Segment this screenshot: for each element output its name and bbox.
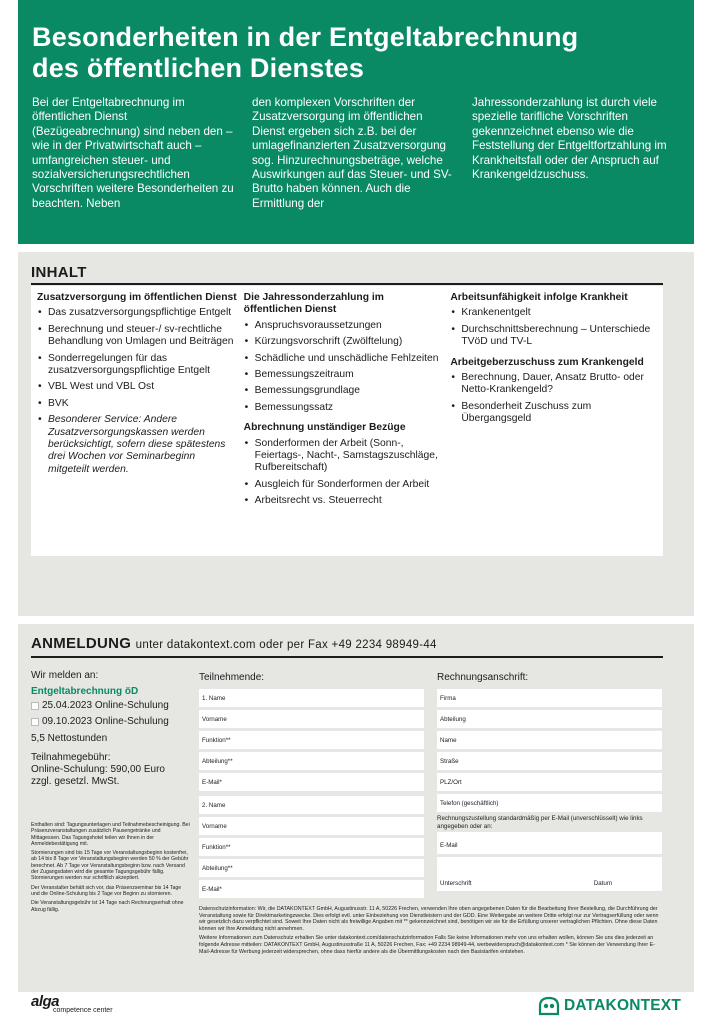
- list-item: • Besonderheit Zuschuss zum Übergangsgeld: [450, 401, 651, 426]
- column-heading: Zusatzversorgung im öffentlichen Dienst: [37, 292, 237, 303]
- registration-subtitle: unter datakontext.com oder per Fax +49 2234 98949-44: [135, 639, 437, 651]
- list-item: • Sonderformen der Arbeit (Sonn-, Feiertags-, Nacht-, Samstagszuschläge, Rufbereitschaft): [244, 438, 445, 475]
- topic-list: [244, 438, 445, 508]
- alga-logo: [31, 994, 113, 1014]
- billing-form: [437, 689, 662, 894]
- date-option-1[interactable]: [31, 700, 191, 711]
- participants-label: Teilnehmende:: [199, 672, 265, 683]
- datakontext-logo-text: DATAKONTEXT: [564, 997, 682, 1014]
- service-note: • Besonderer Service: Andere Zusatzversorgungskassen werden berücksichtigt, sofern diese spätestens drei Wochen vor Seminarbeginn mitgeteilt werden.: [37, 414, 238, 476]
- list-item: • Krankenentgelt: [450, 307, 651, 319]
- page-title: [32, 22, 678, 84]
- participants-form: [199, 689, 424, 901]
- billing-name-field[interactable]: Name: [437, 731, 662, 749]
- registration-title: [31, 635, 437, 652]
- fee-label: Teilnahmegebühr:: [31, 752, 111, 763]
- register-label: Wir melden an:: [31, 670, 99, 681]
- terms-paragraph: Die Veranstaltungsgebühr ist 14 Tage nach Rechnungserhalt ohne Abzug fällig.: [31, 900, 184, 913]
- billing-city-field[interactable]: PLZ/Ort: [437, 773, 662, 791]
- list-item: • Schädliche und unschädliche Fehlzeiten: [244, 353, 445, 365]
- participant-1-function-field[interactable]: Funktion**: [199, 731, 424, 749]
- list-item: • Ausgleich für Sonderformen der Arbeit: [244, 479, 445, 491]
- billing-company-field[interactable]: Firma: [437, 689, 662, 707]
- list-item: • Bemessungssatz: [244, 402, 445, 414]
- list-item: • Anspruchsvoraussetzungen: [244, 320, 445, 332]
- list-item: • Berechnung und steuer-/ sv-rechtliche Behandlung von Umlagen und Beiträgen: [37, 324, 238, 349]
- list-item: • Bemessungszeitraum: [244, 369, 445, 381]
- terms-paragraph: Enthalten sind: Tagungsunterlagen und Teilnahmebescheinigung. Bei Präsenzveranstaltungen zusätzlich Pausengetränke und Mittagessen. Das Tagungshotel teilen wir Ihnen in der Anmeldebestätigung mit.: [31, 822, 190, 847]
- participant-1-department-field[interactable]: Abteilung**: [199, 752, 424, 770]
- intro-column-3: Jahressonderzahlung ist durch viele spezielle tarifliche Vorschriften gekennzeichnet ebenso wie die Feststellung der Entgeltfortzahlung im Krankheitsfall oder der Anspruch auf Krankengeldzuschuss.: [472, 96, 667, 182]
- list-item: • Das zusatzversorgungspflichtige Entgelt: [37, 307, 238, 319]
- participant-1-email-field[interactable]: E-Mail*: [199, 773, 424, 791]
- list-item: • BVK: [37, 398, 238, 410]
- participant-2-name-field[interactable]: 2. Name: [199, 796, 424, 814]
- participant-2-department-field[interactable]: Abteilung**: [199, 859, 424, 877]
- signature-field[interactable]: [437, 857, 662, 891]
- list-item: • Durchschnittsberechnung – Unterschiede TVöD und TV-L: [450, 324, 651, 349]
- header-banner: [18, 0, 694, 244]
- title-line-1: Besonderheiten in der Entgeltabrechnung: [32, 22, 579, 52]
- course-name: Entgeltabrechnung öD: [31, 686, 139, 697]
- privacy-paragraph: Datenschutzinformation: Wir, die DATAKONTEXT GmbH, Augustinusstr. 11 A, 50226 Frechen, verwenden Ihre oben angegebenen Daten für die Bearbeitung Ihrer Bestellung, die Durchführung der Veranstaltung sowie für Direktmarketingzwecke. Dies erfolgt evtl. unter Einbeziehung von Dienstleistern und der GDD. Eine Weitergabe an weitere Dritte erfolgt nur zur Vertragserfüllung oder wenn wir gesetzlich dazu verpflichtet sind. Soweit Ihre Daten nicht als freiwillige Angaben mit ** gekennzeichnet sind, benötigen wir sie für die Erfüllung unserer vertraglichen Pflichten. Ohne diese Daten können wir Ihre Anmeldung nicht annehmen.: [199, 906, 659, 932]
- column-heading: Die Jahressonderzahlung im öffentlichen Dienst: [243, 292, 384, 316]
- datakontext-logo-icon: [538, 996, 560, 1016]
- date-checkbox[interactable]: [31, 702, 39, 710]
- content-box: [31, 286, 663, 556]
- participant-1-name-field[interactable]: 1. Name: [199, 689, 424, 707]
- participant-1-firstname-field[interactable]: Vorname: [199, 710, 424, 728]
- terms-paragraph: Stornierungen sind bis 15 Tage vor Veranstaltungsbeginn kostenfrei, ab 14 bis 8 Tage vor Veranstaltungsbeginn werden 50 % der Gebühr berechnet. Ab 7 Tage vor Veranstaltungsbeginn bzw. nach Versand der Zugangsdaten wird die gesamte Tagungsgebühr fällig. Stornierungen werden nur schriftlich akzeptiert.: [31, 850, 189, 882]
- privacy-text: [199, 906, 665, 958]
- course-hours: 5,5 Nettostunden: [31, 733, 108, 744]
- fee-tax: zzgl. gesetzl. MwSt.: [31, 776, 120, 787]
- content-title: INHALT: [31, 264, 87, 281]
- content-column-2: [244, 292, 451, 556]
- date-label: 09.10.2023 Online-Schulung: [42, 716, 169, 727]
- course-selection: [31, 670, 191, 788]
- intro-column-1: Bei der Entgeltabrechnung im öffentlichen Dienst (Bezügeabrechnung) sind neben den – wie in der Privatwirtschaft auch – umfangreichen steuer- und sozialversicherungsrechtlichen Vorschriften weitere Besonderheiten zu beachten. Neben: [32, 96, 234, 210]
- datakontext-logo: [538, 996, 681, 1016]
- list-item: • Berechnung, Dauer, Ansatz Brutto- oder Netto-Krankengeld?: [450, 372, 651, 397]
- list-item: • Arbeitsrecht vs. Steuerrecht: [244, 495, 445, 507]
- alga-logo-text: alga: [31, 993, 60, 1010]
- billing-department-field[interactable]: Abteilung: [437, 710, 662, 728]
- registration-heading: ANMELDUNG: [31, 635, 132, 652]
- list-item: • Bemessungsgrundlage: [244, 385, 445, 397]
- column-heading: Arbeitgeberzuschuss zum Krankengeld: [450, 356, 644, 368]
- billing-street-field[interactable]: Straße: [437, 752, 662, 770]
- participant-2-function-field[interactable]: Funktion**: [199, 838, 424, 856]
- date-label: 25.04.2023 Online-Schulung: [42, 700, 169, 711]
- terms-paragraph: Der Veranstalter behält sich vor, das Präsenzseminar bis 14 Tage und die Online-Schulung bis 2 Tage vor Beginn zu stornieren.: [31, 884, 182, 897]
- date-field-label: Datum: [593, 880, 612, 887]
- content-column-3: [450, 292, 657, 556]
- topic-list: [244, 320, 445, 414]
- intro-column-2: den komplexen Vorschriften der Zusatzversorgung im öffentlichen Dienst ergeben sich z.B. bei der umlagefinanzierten Zusatzversorgung sog. Hinzurechnungsbeträge, welche Auswirkungen auf das Steuer- und SV-Brutto haben können. Auch die Ermittlung der: [252, 96, 452, 210]
- participant-2-firstname-field[interactable]: Vorname: [199, 817, 424, 835]
- topic-list: [450, 372, 651, 426]
- list-item: • VBL West und VBL Ost: [37, 381, 238, 393]
- topic-list: [450, 307, 651, 348]
- date-checkbox[interactable]: [31, 718, 39, 726]
- column-heading: Arbeitsunfähigkeit infolge Krankheit: [450, 292, 628, 303]
- billing-note: Rechnungszustellung standardmäßig per E-Mail (unverschlüsselt) wie links angegeben oder an:: [437, 815, 643, 830]
- signature-label: Unterschrift: [440, 880, 472, 887]
- privacy-paragraph: Weitere Informationen zum Datenschutz erhalten Sie unter datakontext.com/datenschutzinformation Falls Sie keine Informationen mehr von uns erhalten wollen, können Sie uns dies jederzeit an folgende Adresse mitteilen: DATAKONTEXT GmbH, Augustinusstraße 11 A, 50226 Frechen, Fax: +49 2234 98949-44, werbewiderspruch@datakontext.com * Sie können der Verwendung Ihrer E-Mail-Adresse für Werbung jederzeit widersprechen, ohne dass hierfür andere als die Übermittlungskosten nach den Basistarifen entstehen.: [199, 935, 655, 955]
- content-column-1: [37, 292, 244, 556]
- fee-value: Online-Schulung: 590,00 Euro: [31, 764, 165, 775]
- list-item: • Kürzungsvorschrift (Zwölftelung): [244, 336, 445, 348]
- title-line-2: des öffentlichen Dienstes: [32, 53, 365, 83]
- alga-logo-subtitle: competence center: [53, 1007, 113, 1014]
- terms-text: [31, 822, 191, 916]
- registration-divider: [31, 656, 663, 658]
- topic-list: [37, 307, 238, 476]
- list-item: • Sonderregelungen für das zusatzversorgungspflichtige Entgelt: [37, 353, 238, 378]
- column-heading: Abrechnung unständiger Bezüge: [243, 422, 406, 434]
- content-divider: [31, 283, 663, 285]
- intro-text: [32, 96, 678, 211]
- billing-email-field[interactable]: E-Mail: [437, 832, 662, 854]
- billing-label: Rechnungsanschrift:: [437, 672, 529, 683]
- participant-2-email-field[interactable]: E-Mail*: [199, 880, 424, 898]
- date-option-2[interactable]: [31, 716, 191, 727]
- billing-phone-field[interactable]: Telefon (geschäftlich): [437, 794, 662, 812]
